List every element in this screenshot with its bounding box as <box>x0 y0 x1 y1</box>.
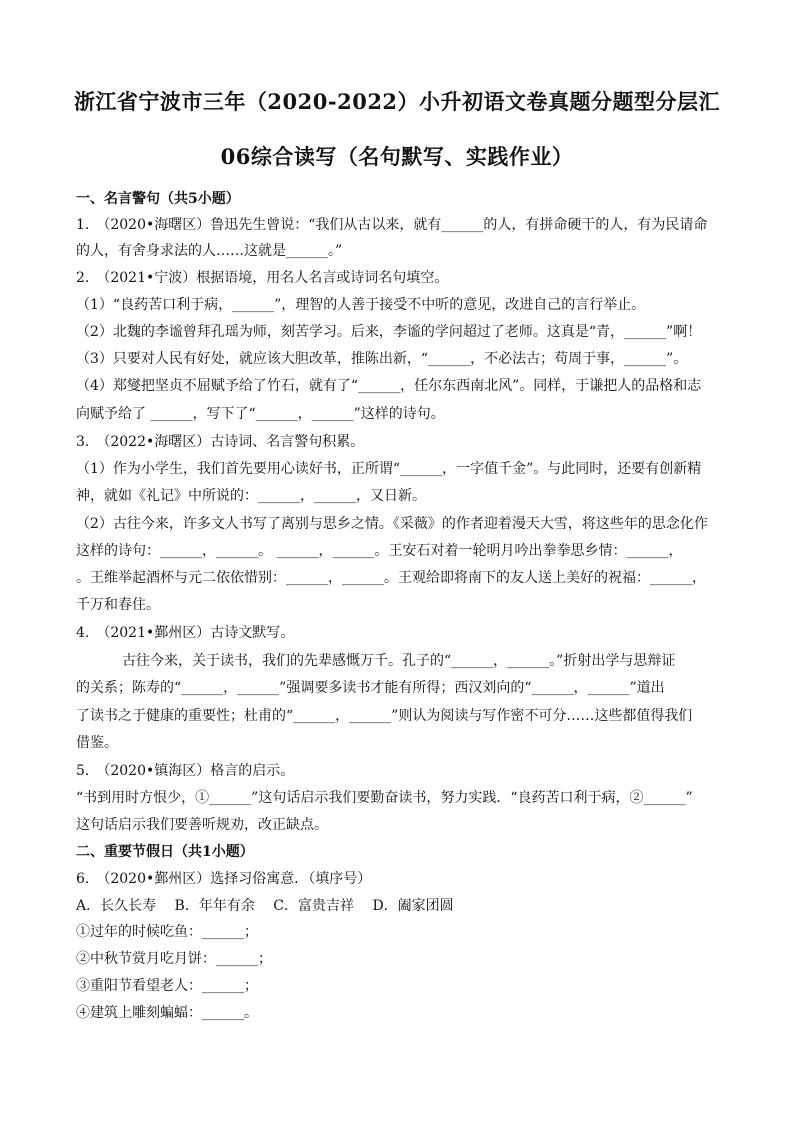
question-2-item-2: （2）北魏的李谧曾拜孔瑶为师，刻苦学习。后来，李谧的学问超过了老师。这真是“青，______”啊！ <box>76 324 702 340</box>
question-3-item-2-line-1: （2）古往今来，许多文人书写了离别与思乡之情。《采薇》的作者迎着漫天大雪，将这些年的思念化作 <box>76 516 708 532</box>
question-3-item-1-line-1: （1）作为小学生，我们首先要用心读好书，正所谓“______，一字值千金”。与此同时，还要有创新精 <box>76 461 702 477</box>
question-2-item-1: （1）“良药苦口利于病，______”，理智的人善于接受不中听的意见，改进自己的言行举止。 <box>76 297 646 313</box>
question-4-stem: 4. （2021•鄞州区）古诗文默写。 <box>76 625 295 641</box>
section-heading-2: 二、重要节假日（共1小题） <box>76 844 254 860</box>
question-5-stem: 5. （2020•镇海区）格言的启示。 <box>76 763 295 779</box>
question-6-options: A．长久长寿 B．年年有余 C．富贵吉祥 D．阖家团圆 <box>76 898 454 914</box>
question-4-line-1: 古往今来，关于读书，我们的先辈感慨万千。孔子的“______，______。”折射出学与思辩证 <box>122 653 676 669</box>
question-2-stem: 2. （2021•宁波）根据语境，用名人名言或诗词名句填空。 <box>76 270 449 286</box>
question-4-line-2: 的关系；陈寿的“______，______”强调要多读书才能有所得；西汉刘向的“______，______”道出 <box>76 680 665 696</box>
question-3-item-2-line-2: 这样的诗句：______，______。 ______，______。王安石对着一轮明月吟出拳拳思乡情：______， <box>76 543 683 559</box>
title-line-2: 06综合读写（名句默写、实践作业） <box>220 144 574 169</box>
title-line-1: 浙江省宁波市三年（2020-2022）小升初语文卷真题分题型分层汇 <box>73 89 721 114</box>
question-6-item-2: ②中秋节赏月吃月饼：______； <box>76 951 272 967</box>
question-6-item-3: ③重阳节看望老人：______； <box>76 978 258 994</box>
question-2-item-4-line-2: 向赋予给了 ______，写下了“______，______”这样的诗句。 <box>76 406 445 422</box>
question-6-stem: 6. （2020•鄞州区）选择习俗寓意．（填序号） <box>76 871 372 887</box>
question-5-line-2: 这句话启示我们要善听规劝，改正缺点。 <box>76 817 328 833</box>
question-3-item-2-line-3: 。王维举起酒杯与元二依依惜别：______，______。王观给即将南下的友人送上美好的祝福：______， <box>76 570 706 586</box>
question-2-item-4-line-1: （4）郑燮把坚贞不屈赋予给了竹石，就有了“______，任尔东西南北风”。同样，于谦把人的品格和志 <box>76 378 702 394</box>
section-heading-1: 一、名言警句（共5小题） <box>76 191 240 207</box>
question-6-item-1: ①过年的时候吃鱼：______； <box>76 924 258 940</box>
question-4-line-4: 借鉴。 <box>76 735 118 751</box>
question-5-line-1: “书到用时方恨少，①______”这句话启示我们要勤奋读书，努力实践．“良药苦口利于病，②______” <box>76 790 693 806</box>
question-1-line-1: 1. （2020•海曙区）鲁迅先生曾说：“我们从古以来，就有______的人，有拼命硬干的人，有为民请命 <box>76 217 708 233</box>
question-3-item-2-line-4: 千万和春住。 <box>76 597 160 613</box>
question-6-item-4: ④建筑上雕刻蝙蝠：______。 <box>76 1005 258 1021</box>
question-4-line-3: 了读书之于健康的重要性；杜甫的“______，______”则认为阅读与写作密不可分……这些都值得我们 <box>76 708 693 724</box>
question-3-stem: 3. （2022•海曙区）古诗词、名言警句积累。 <box>76 434 365 450</box>
question-2-item-3: （3）只要对人民有好处，就应该大胆改革，推陈出新，“______，不必法古；苟周于事，______”。 <box>76 351 688 367</box>
question-1-line-2: 的人，有舍身求法的人……这就是______。” <box>76 243 343 259</box>
question-3-item-1-line-2: 神，就如《礼记》中所说的：______，______，又日新。 <box>76 488 426 504</box>
